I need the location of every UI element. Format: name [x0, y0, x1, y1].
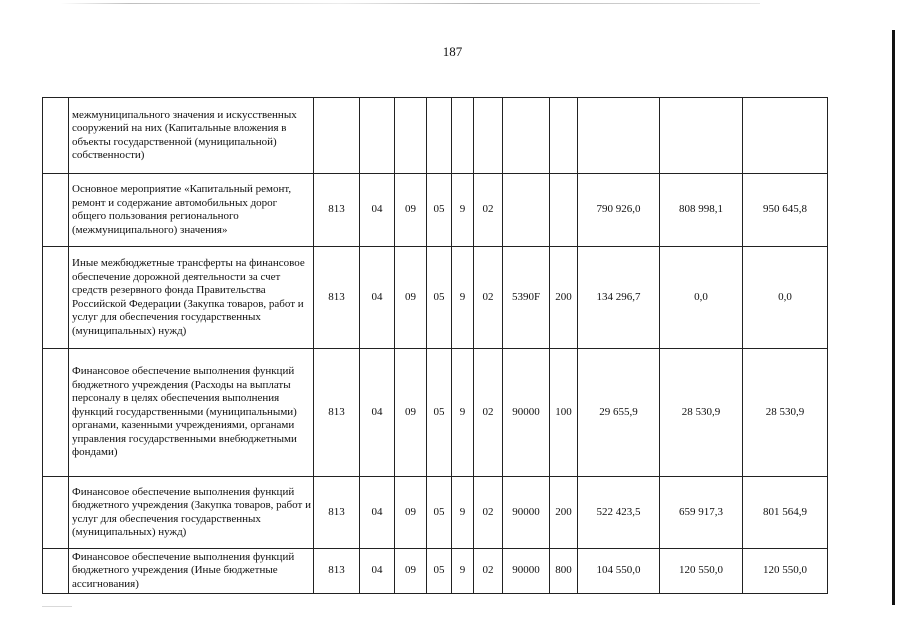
subprogram-type-code: 9: [452, 349, 474, 477]
table-row: [43, 349, 828, 477]
row-margin-cell: [43, 98, 69, 174]
subprogram-type-code: 9: [452, 549, 474, 594]
table-row: [43, 98, 828, 174]
sum-year-1: 134 296,7: [578, 247, 660, 349]
row-margin-cell: [43, 174, 69, 247]
subprogram-number-code: 02: [474, 174, 503, 247]
table-row: [43, 174, 828, 247]
expense-type-code: 100: [550, 349, 578, 477]
sum-year-2: 659 917,3: [660, 477, 743, 549]
sum-year-3: 120 550,0: [743, 549, 828, 594]
section-code: 04: [360, 247, 395, 349]
section-code: [360, 98, 395, 174]
program-code: [427, 98, 452, 174]
sum-year-2: 808 998,1: [660, 174, 743, 247]
sum-year-3: 950 645,8: [743, 174, 828, 247]
ministry-code: 813: [314, 349, 360, 477]
sum-year-2: 120 550,0: [660, 549, 743, 594]
sum-year-1: 522 423,5: [578, 477, 660, 549]
sum-year-1: 29 655,9: [578, 349, 660, 477]
sum-year-2: [660, 98, 743, 174]
sum-year-3: 0,0: [743, 247, 828, 349]
expense-type-code: 200: [550, 247, 578, 349]
section-code: 04: [360, 174, 395, 247]
row-margin-cell: [43, 477, 69, 549]
subprogram-number-code: 02: [474, 549, 503, 594]
row-margin-cell: [43, 247, 69, 349]
ministry-code: [314, 98, 360, 174]
row-description: межмуниципального значения и искусственных сооружений на них (Капитальные вложения в объекты государственной (муниципальной) собственности): [69, 98, 314, 174]
subprogram-type-code: 9: [452, 174, 474, 247]
program-code: 05: [427, 247, 452, 349]
page-number: 187: [442, 44, 463, 59]
sum-year-1: [578, 98, 660, 174]
ministry-code: 813: [314, 247, 360, 349]
subsection-code: 09: [395, 549, 427, 594]
expense-type-code: [550, 174, 578, 247]
table-row: [43, 549, 828, 594]
subprogram-number-code: 02: [474, 349, 503, 477]
row-margin-cell: [43, 549, 69, 594]
budget-table: [42, 97, 828, 594]
subsection-code: 09: [395, 174, 427, 247]
row-description: Финансовое обеспечение выполнения функций бюджетного учреждения (Закупка товаров, работ и услуг для обеспечения государственных (муниципальных) нужд): [69, 477, 314, 549]
expense-type-code: 800: [550, 549, 578, 594]
subsection-code: 09: [395, 349, 427, 477]
ministry-code: 813: [314, 174, 360, 247]
row-description: Основное мероприятие «Капитальный ремонт, ремонт и содержание автомобильных дорог общего пользования регионального (межмуниципального) значения»: [69, 174, 314, 247]
program-code: 05: [427, 477, 452, 549]
scan-mark-bottom: [42, 606, 72, 607]
sum-year-1: 790 926,0: [578, 174, 660, 247]
program-code: 05: [427, 549, 452, 594]
expense-type-code: 200: [550, 477, 578, 549]
target-code: [503, 174, 550, 247]
scan-edge-top: [60, 3, 760, 4]
expense-type-code: [550, 98, 578, 174]
subprogram-number-code: 02: [474, 247, 503, 349]
row-margin-cell: [43, 349, 69, 477]
target-code: 90000: [503, 549, 550, 594]
table-row: [43, 477, 828, 549]
target-code: 5390F: [503, 247, 550, 349]
target-code: 90000: [503, 477, 550, 549]
program-code: 05: [427, 349, 452, 477]
ministry-code: 813: [314, 549, 360, 594]
row-description: Иные межбюджетные трансферты на финансовое обеспечение дорожной деятельности за счет средств резервного фонда Правительства Российской Федерации (Закупка товаров, работ и услуг для обеспечения государственных (муниципальных) нужд): [69, 247, 314, 349]
sum-year-3: [743, 98, 828, 174]
subprogram-number-code: 02: [474, 477, 503, 549]
section-code: 04: [360, 349, 395, 477]
subprogram-type-code: [452, 98, 474, 174]
sum-year-2: 0,0: [660, 247, 743, 349]
section-code: 04: [360, 549, 395, 594]
scan-edge-right: [892, 30, 895, 605]
row-description: Финансовое обеспечение выполнения функций бюджетного учреждения (Иные бюджетные ассигнования): [69, 549, 314, 594]
subprogram-number-code: [474, 98, 503, 174]
ministry-code: 813: [314, 477, 360, 549]
sum-year-1: 104 550,0: [578, 549, 660, 594]
sum-year-2: 28 530,9: [660, 349, 743, 477]
section-code: 04: [360, 477, 395, 549]
table-row: [43, 247, 828, 349]
subprogram-type-code: 9: [452, 477, 474, 549]
sum-year-3: 28 530,9: [743, 349, 828, 477]
subprogram-type-code: 9: [452, 247, 474, 349]
subsection-code: 09: [395, 477, 427, 549]
row-description: Финансовое обеспечение выполнения функций бюджетного учреждения (Расходы на выплаты персоналу в целях обеспечения выполнения функций государственными (муниципальными) органами, казенными учреждениями, органами управления государственными внебюджетными фондами): [69, 349, 314, 477]
target-code: [503, 98, 550, 174]
target-code: 90000: [503, 349, 550, 477]
subsection-code: [395, 98, 427, 174]
subsection-code: 09: [395, 247, 427, 349]
program-code: 05: [427, 174, 452, 247]
sum-year-3: 801 564,9: [743, 477, 828, 549]
